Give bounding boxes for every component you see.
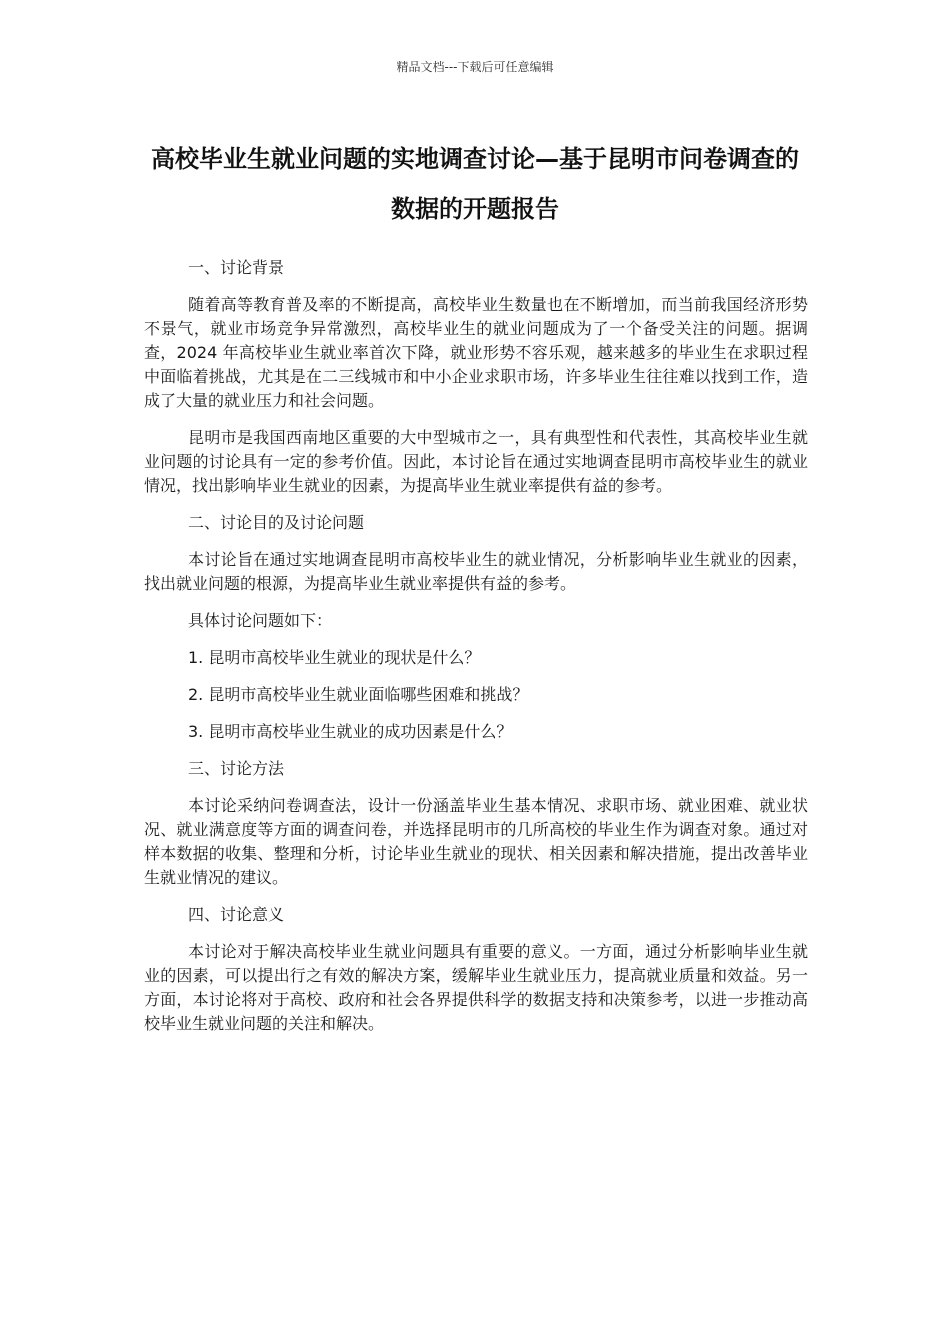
section-heading-purpose: 二、讨论目的及讨论问题 [188,513,365,532]
question-list-item: 2. 昆明市高校毕业生就业面临哪些困难和挑战？ [188,685,529,704]
paragraph: 具体讨论问题如下： [188,611,333,630]
paragraph: 本讨论对于解决高校毕业生就业问题具有重要的意义。一方面，通过分析影响毕业生就业的因素，可以提出行之有效的解决方案，缓解毕业生就业压力，提高就业质量和效益。另一方面，本讨论将对于高校、政府和社会各界提供科学的数据支持和决策参考，以进一步推动高校毕业生就业问题的关注和解决。 [144,942,808,1033]
page-header-note: 精品文档---下载后可任意编辑 [396,60,554,74]
section-heading-method: 三、讨论方法 [188,759,285,778]
section-heading-significance: 四、讨论意义 [188,905,285,924]
question-list-item: 3. 昆明市高校毕业生就业的成功因素是什么？ [188,722,513,741]
section-heading-background: 一、讨论背景 [188,258,285,277]
paragraph: 昆明市是我国西南地区重要的大中型城市之一，具有典型性和代表性，其高校毕业生就业问题的讨论具有一定的参考价值。因此，本讨论旨在通过实地调查昆明市高校毕业生的就业情况，找出影响毕业生就业的因素，为提高毕业生就业率提供有益的参考。 [144,428,808,495]
question-list-item: 1. 昆明市高校毕业生就业的现状是什么？ [188,648,481,667]
document-title: 高校毕业生就业问题的实地调查讨论—基于昆明市问卷调查的数据的开题报告 [151,145,799,223]
document-body [144,256,808,1049]
paragraph: 本讨论旨在通过实地调查昆明市高校毕业生的就业情况，分析影响毕业生就业的因素，找出就业问题的根源，为提高毕业生就业率提供有益的参考。 [144,550,808,593]
paragraph: 随着高等教育普及率的不断提高，高校毕业生数量也在不断增加，而当前我国经济形势不景气，就业市场竞争异常激烈，高校毕业生的就业问题成为了一个备受关注的问题。据调查，2024 年高校毕业生就业率首次下降，就业形势不容乐观，越来越多的毕业生在求职过程中面临着挑战，尤其是在二三线城市和中小企业求职市场，许多毕业生往往难以找到工作，造成了大量的就业压力和社会问题。 [144,295,808,410]
paragraph: 本讨论采纳问卷调查法，设计一份涵盖毕业生基本情况、求职市场、就业困难、就业状况、就业满意度等方面的调查问卷，并选择昆明市的几所高校的毕业生作为调查对象。通过对样本数据的收集、整理和分析，讨论毕业生就业的现状、相关因素和解决措施，提出改善毕业生就业情况的建议。 [144,796,808,887]
